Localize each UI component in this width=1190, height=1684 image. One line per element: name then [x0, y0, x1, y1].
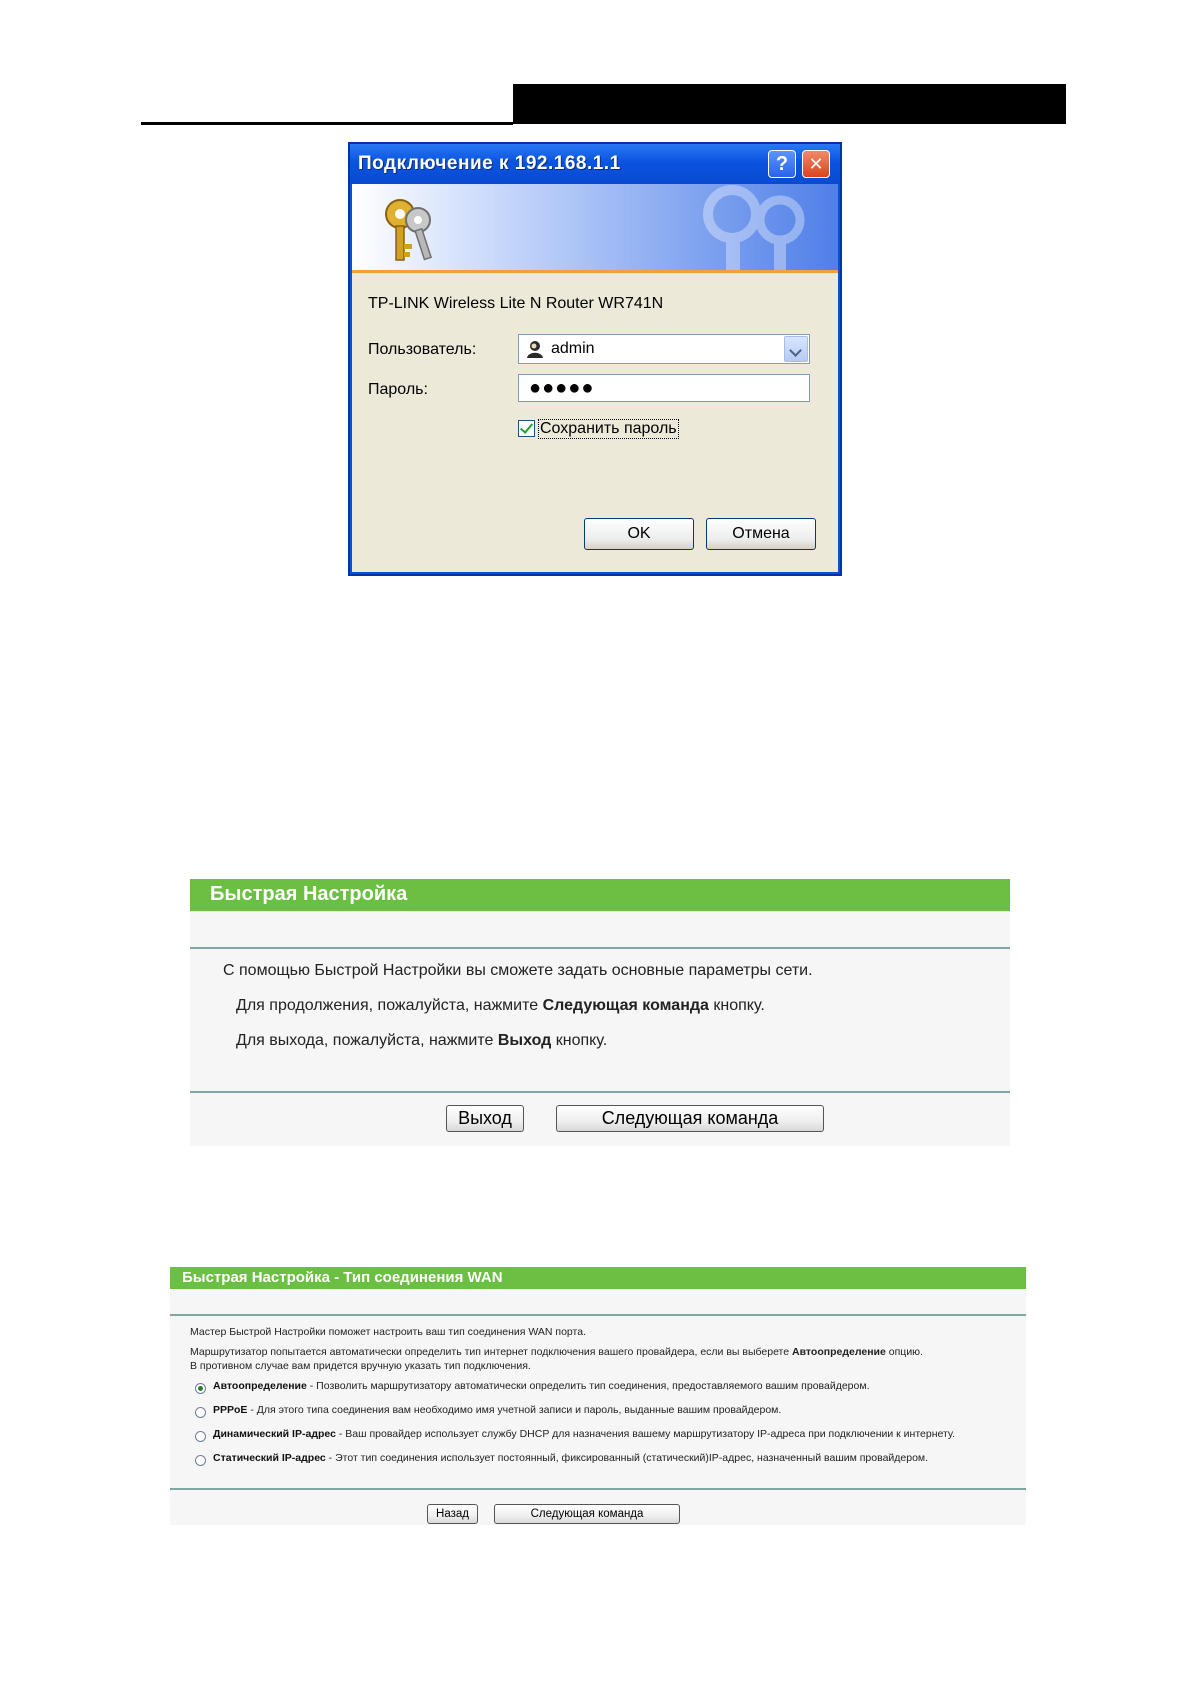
radio-dynamic-ip[interactable]	[195, 1431, 206, 1442]
wan-auto-note: Маршрутизатор попытается автоматически определить тип интернет подключения вашего провайдера, если вы выберете Автоопределение опцию.	[190, 1346, 923, 1358]
keys-icon	[374, 192, 448, 266]
wan-setup-divider-top	[170, 1314, 1026, 1316]
save-password-checkbox[interactable]	[518, 420, 535, 437]
help-button[interactable]: ?	[768, 150, 796, 178]
header-rule	[141, 122, 513, 125]
dialog-banner	[352, 184, 838, 273]
user-icon	[525, 339, 545, 359]
close-button[interactable]: ✕	[802, 150, 830, 178]
option-dynamic-ip: Динамический IP-адрес - Ваш провайдер использует службу DHCP для назначения вашему маршрутизатору IP-адреса при подключении к интернету.	[213, 1428, 956, 1440]
quick-setup-continue-hint: Для продолжения, пожалуйста, нажмите Следующая команда кнопку.	[236, 997, 765, 1014]
wan-next-button[interactable]: Следующая команда	[494, 1504, 680, 1524]
password-value: ●●●●●	[529, 377, 595, 399]
quick-setup-title: Быстрая Настройка	[210, 883, 408, 905]
next-button[interactable]: Следующая команда	[556, 1105, 824, 1132]
radio-auto-detect[interactable]	[195, 1383, 206, 1394]
option-pppoe: PPPoE - Для этого типа соединения вам необходимо имя учетной записи и пароль, выданные вашим провайдером.	[213, 1404, 782, 1416]
wan-setup-intro: Мастер Быстрой Настройки поможет настроить ваш тип соединения WAN порта.	[190, 1326, 586, 1338]
user-combobox[interactable]	[518, 334, 810, 364]
dialog-body	[352, 273, 838, 572]
quick-setup-divider-bottom	[190, 1091, 1010, 1093]
dialog-titlebar[interactable]	[350, 144, 840, 184]
device-name: TP-LINK Wireless Lite N Router WR741N	[368, 295, 664, 312]
option-auto-detect: Автоопределение - Позволить маршрутизатору автоматически определить тип соединения, предоставляемого вашим провайдером.	[213, 1380, 870, 1392]
watermark-keys-icon	[682, 184, 822, 270]
wan-setup-header	[170, 1267, 1026, 1289]
quick-setup-exit-hint: Для выхода, пожалуйста, нажмите Выход кнопку.	[236, 1032, 608, 1049]
quick-setup-divider-top	[190, 947, 1010, 949]
radio-static-ip[interactable]	[195, 1455, 206, 1466]
dialog-title: Подключение к 192.168.1.1	[358, 153, 621, 174]
wan-manual-note: В противном случае вам придется вручную указать тип подключения.	[190, 1360, 531, 1372]
header-black-bar	[513, 84, 1066, 124]
back-button[interactable]: Назад	[427, 1504, 478, 1524]
save-password-label[interactable]: Сохранить пароль	[540, 420, 677, 437]
login-dialog	[348, 142, 842, 576]
wan-setup-divider-bottom	[170, 1488, 1026, 1490]
chevron-down-icon[interactable]	[784, 336, 808, 362]
wan-setup-title: Быстрая Настройка - Тип соединения WAN	[182, 1269, 503, 1286]
password-label: Пароль:	[368, 381, 428, 398]
ok-button[interactable]: OK	[584, 518, 694, 550]
option-static-ip: Статический IP-адрес - Этот тип соединения использует постоянный, фиксированный (статический)IP-адрес, назначенный вашим провайдером.	[213, 1452, 929, 1464]
exit-button[interactable]: Выход	[446, 1105, 524, 1132]
cancel-button[interactable]: Отмена	[706, 518, 816, 550]
radio-pppoe[interactable]	[195, 1407, 206, 1418]
quick-setup-header	[190, 879, 1010, 911]
quick-setup-intro: С помощью Быстрой Настройки вы сможете задать основные параметры сети.	[223, 962, 813, 979]
password-field[interactable]	[518, 374, 810, 402]
user-value: admin	[551, 340, 595, 357]
user-label: Пользователь:	[368, 341, 477, 358]
